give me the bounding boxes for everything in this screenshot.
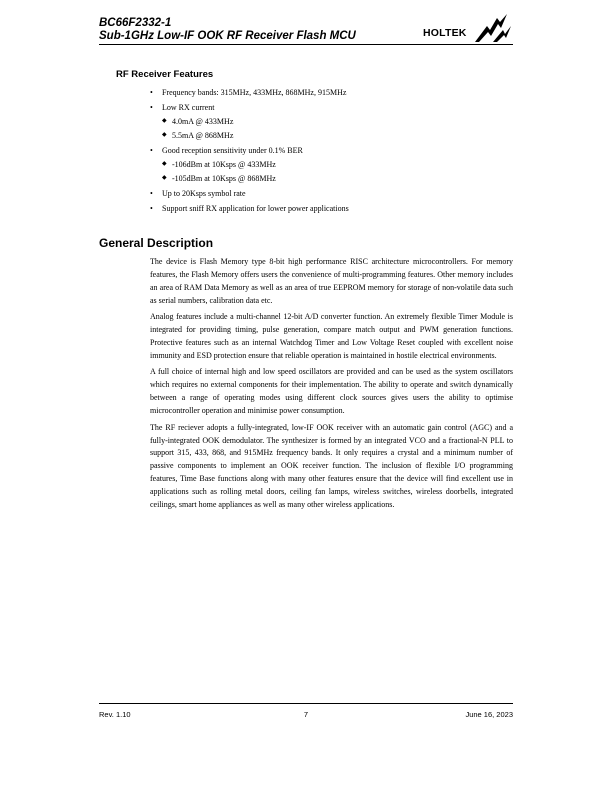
bullet-icon: • [150, 204, 153, 213]
bullet-icon: • [150, 103, 153, 112]
list-item [150, 102, 512, 141]
sub-feature-text: -105dBm at 10Ksps @ 868MHz [172, 174, 276, 183]
document-part-number: BC66F2332-1 [99, 17, 172, 29]
sub-feature-text: 4.0mA @ 433MHz [172, 117, 234, 126]
diamond-bullet-icon: ◆ [162, 175, 167, 181]
bullet-icon: • [150, 88, 153, 97]
general-description-heading: General Description [99, 236, 214, 250]
list-item [150, 87, 512, 98]
logo-text: HOLTEK [423, 27, 467, 39]
general-description-body [150, 256, 513, 516]
header-divider [99, 44, 513, 45]
feature-text: Low RX current [162, 103, 215, 112]
document-date: June 16, 2023 [465, 710, 513, 719]
holtek-logo-mark-icon [473, 12, 513, 44]
sub-list-item [162, 130, 512, 141]
page-number: 7 [303, 710, 309, 719]
list-item [150, 145, 512, 184]
sub-list-item [162, 116, 512, 127]
rf-features-heading: RF Receiver Features [116, 69, 214, 80]
feature-text: Good reception sensitivity under 0.1% BER [162, 146, 303, 155]
sub-feature-text: 5.5mA @ 868MHz [172, 131, 234, 140]
paragraph: The device is Flash Memory type 8-bit high performance RISC architecture microcontrollers. For memory features, the Flash Memory offers users the convenience of multi-programming features. Other memory includes an area of RAM Data Memory as well as an area of true EEPROM memory for storage of non-volatile data such as serial numbers, calibration data etc. [150, 257, 513, 305]
feature-text: Up to 20Ksps symbol rate [162, 189, 246, 198]
list-item [150, 188, 512, 199]
holtek-logo [421, 12, 513, 44]
sub-feature-text: -106dBm at 10Ksps @ 433MHz [172, 160, 276, 169]
revision-label: Rev. 1.10 [99, 710, 131, 719]
sub-list-item [162, 173, 512, 184]
bullet-icon: • [150, 189, 153, 198]
paragraph: Analog features include a multi-channel 12-bit A/D converter function. An extremely flexible Timer Module is integrated for providing timing, pulse generation, compare match output and PWM generation functions. Protective features such as an internal Watchdog Timer and Low Voltage Reset coupled with excellent noise immunity and ESD protection ensure that reliable operation is maintained in hostile electrical environments. [150, 312, 513, 360]
document-subtitle: Sub-1GHz Low-IF OOK RF Receiver Flash MCU [99, 30, 356, 42]
rf-features-list [150, 87, 512, 218]
sub-list-item [162, 159, 512, 170]
list-item [150, 203, 512, 214]
paragraph: The RF reciever adopts a fully-integrated, low-IF OOK receiver with an automatic gain control (AGC) and a fully-integrated OOK demodulator. The synthesizer is formed by an integrated VCO and a fractional-N PLL to support 315, 433, 868, and 915MHz frequency bands. It only requires a crystal and a minimum number of passive components to implement an OOK receiver function. The inclusion of flexible I/O programming features, Time Base functions along with many other features ensure that the device will find excellent use in applications such as rolling metal doors, ceiling fan lamps, wireless switches, wireless doorbells, integrated ceilings, smart home appliances as well as many other wireless applications. [150, 422, 513, 510]
feature-text: Frequency bands: 315MHz, 433MHz, 868MHz, 915MHz [162, 88, 347, 97]
diamond-bullet-icon: ◆ [162, 132, 167, 138]
feature-text: Support sniff RX application for lower power applications [162, 204, 349, 213]
bullet-icon: • [150, 146, 153, 155]
paragraph: A full choice of internal high and low speed oscillators are provided and can be used as the system oscillators which requires no external components for their implementation. The ability to operate and switch dynamically between a range of operating modes using different clock sources gives users the ability to optimise microcontroller operation and minimise power consumption. [150, 367, 513, 416]
diamond-bullet-icon: ◆ [162, 118, 167, 124]
footer-divider [99, 703, 513, 704]
diamond-bullet-icon: ◆ [162, 161, 167, 167]
